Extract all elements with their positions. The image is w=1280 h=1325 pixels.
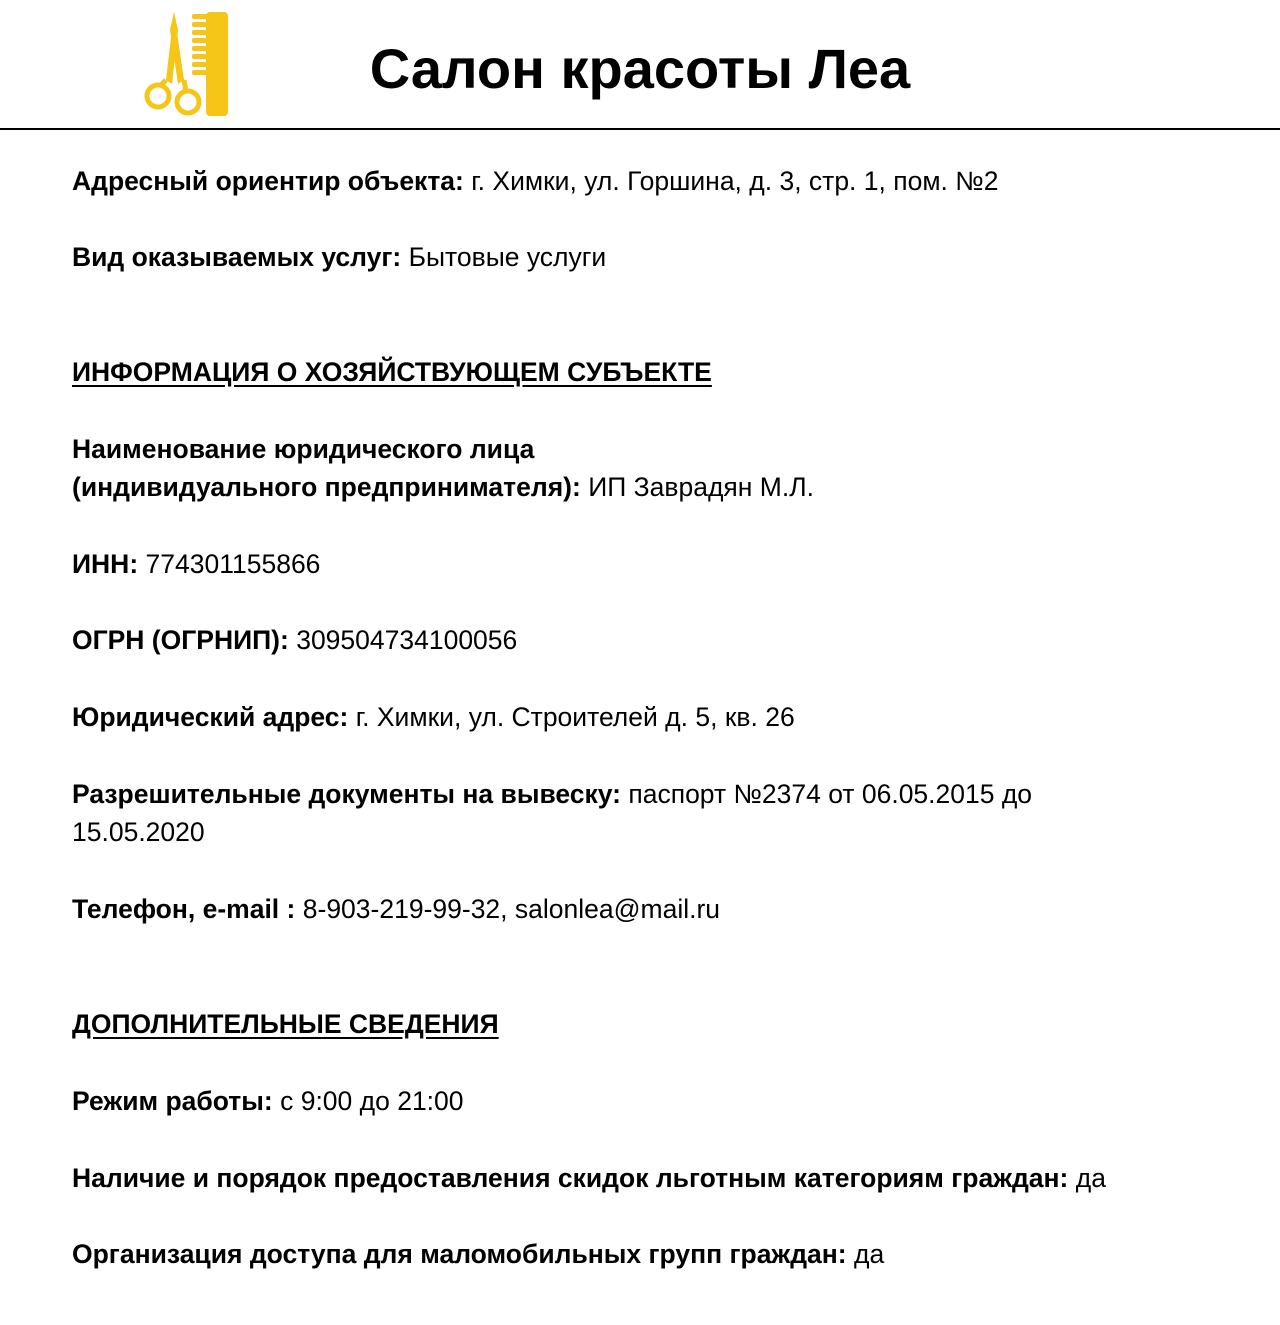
address-label: Адресный ориентир объекта: — [72, 166, 464, 196]
services-value: Бытовые услуги — [408, 242, 607, 272]
ogrn-row — [72, 621, 517, 659]
contacts-value: 8-903-219-99-32, salonlea@mail.ru — [302, 894, 721, 924]
accessibility-row — [72, 1235, 884, 1273]
hours-row — [72, 1082, 464, 1120]
address-value: г. Химки, ул. Горшина, д. 3, стр. 1, пом. №2 — [471, 166, 999, 196]
page-title: Салон красоты Леа — [369, 37, 911, 100]
services-row — [72, 238, 606, 276]
page-header — [0, 0, 1280, 130]
discounts-row — [72, 1159, 1106, 1197]
ogrn-label: ОГРН (ОГРНИП): — [72, 625, 289, 655]
services-label: Вид оказываемых услуг: — [72, 242, 402, 272]
discounts-label: Наличие и порядок предоставления скидок льготным категориям граждан: — [72, 1163, 1069, 1193]
entity-name-value: ИП Заврадян М.Л. — [588, 472, 814, 502]
inn-row — [72, 545, 320, 583]
hours-value: с 9:00 до 21:00 — [280, 1086, 464, 1116]
entity-name-label-part1: Наименование юридического лица — [72, 434, 535, 464]
permits-row-continued — [72, 813, 205, 851]
accessibility-value: да — [853, 1239, 885, 1269]
legal-address-label: Юридический адрес: — [72, 702, 349, 732]
contacts-label: Телефон, e-mail : — [72, 894, 296, 924]
additional-section-heading: ДОПОЛНИТЕЛЬНЫЕ СВЕДЕНИЯ — [72, 1009, 499, 1039]
entity-name-label-line1 — [72, 430, 534, 468]
discounts-value: да — [1075, 1163, 1106, 1193]
inn-label: ИНН: — [72, 549, 139, 579]
legal-address-row — [72, 698, 795, 736]
address-row — [72, 162, 998, 200]
inn-value: 774301155866 — [145, 549, 321, 579]
permits-value: паспорт №2374 от 06.05.2015 до — [628, 779, 1033, 809]
ogrn-value: 309504734100056 — [296, 625, 518, 655]
permits-value-continued: 15.05.2020 — [72, 817, 205, 847]
entity-name-row — [72, 468, 814, 506]
permits-label: Разрешительные документы на вывеску: — [72, 779, 621, 809]
permits-row — [72, 775, 1032, 813]
contacts-row — [72, 890, 720, 928]
hours-label: Режим работы: — [72, 1086, 273, 1116]
entity-section-heading: ИНФОРМАЦИЯ О ХОЗЯЙСТВУЮЩЕМ СУБЪЕКТЕ — [72, 357, 712, 387]
accessibility-label: Организация доступа для маломобильных групп граждан: — [72, 1239, 847, 1269]
entity-name-label-part2: (индивидуального предпринимателя): — [72, 472, 581, 502]
legal-address-value: г. Химки, ул. Строителей д. 5, кв. 26 — [355, 702, 795, 732]
